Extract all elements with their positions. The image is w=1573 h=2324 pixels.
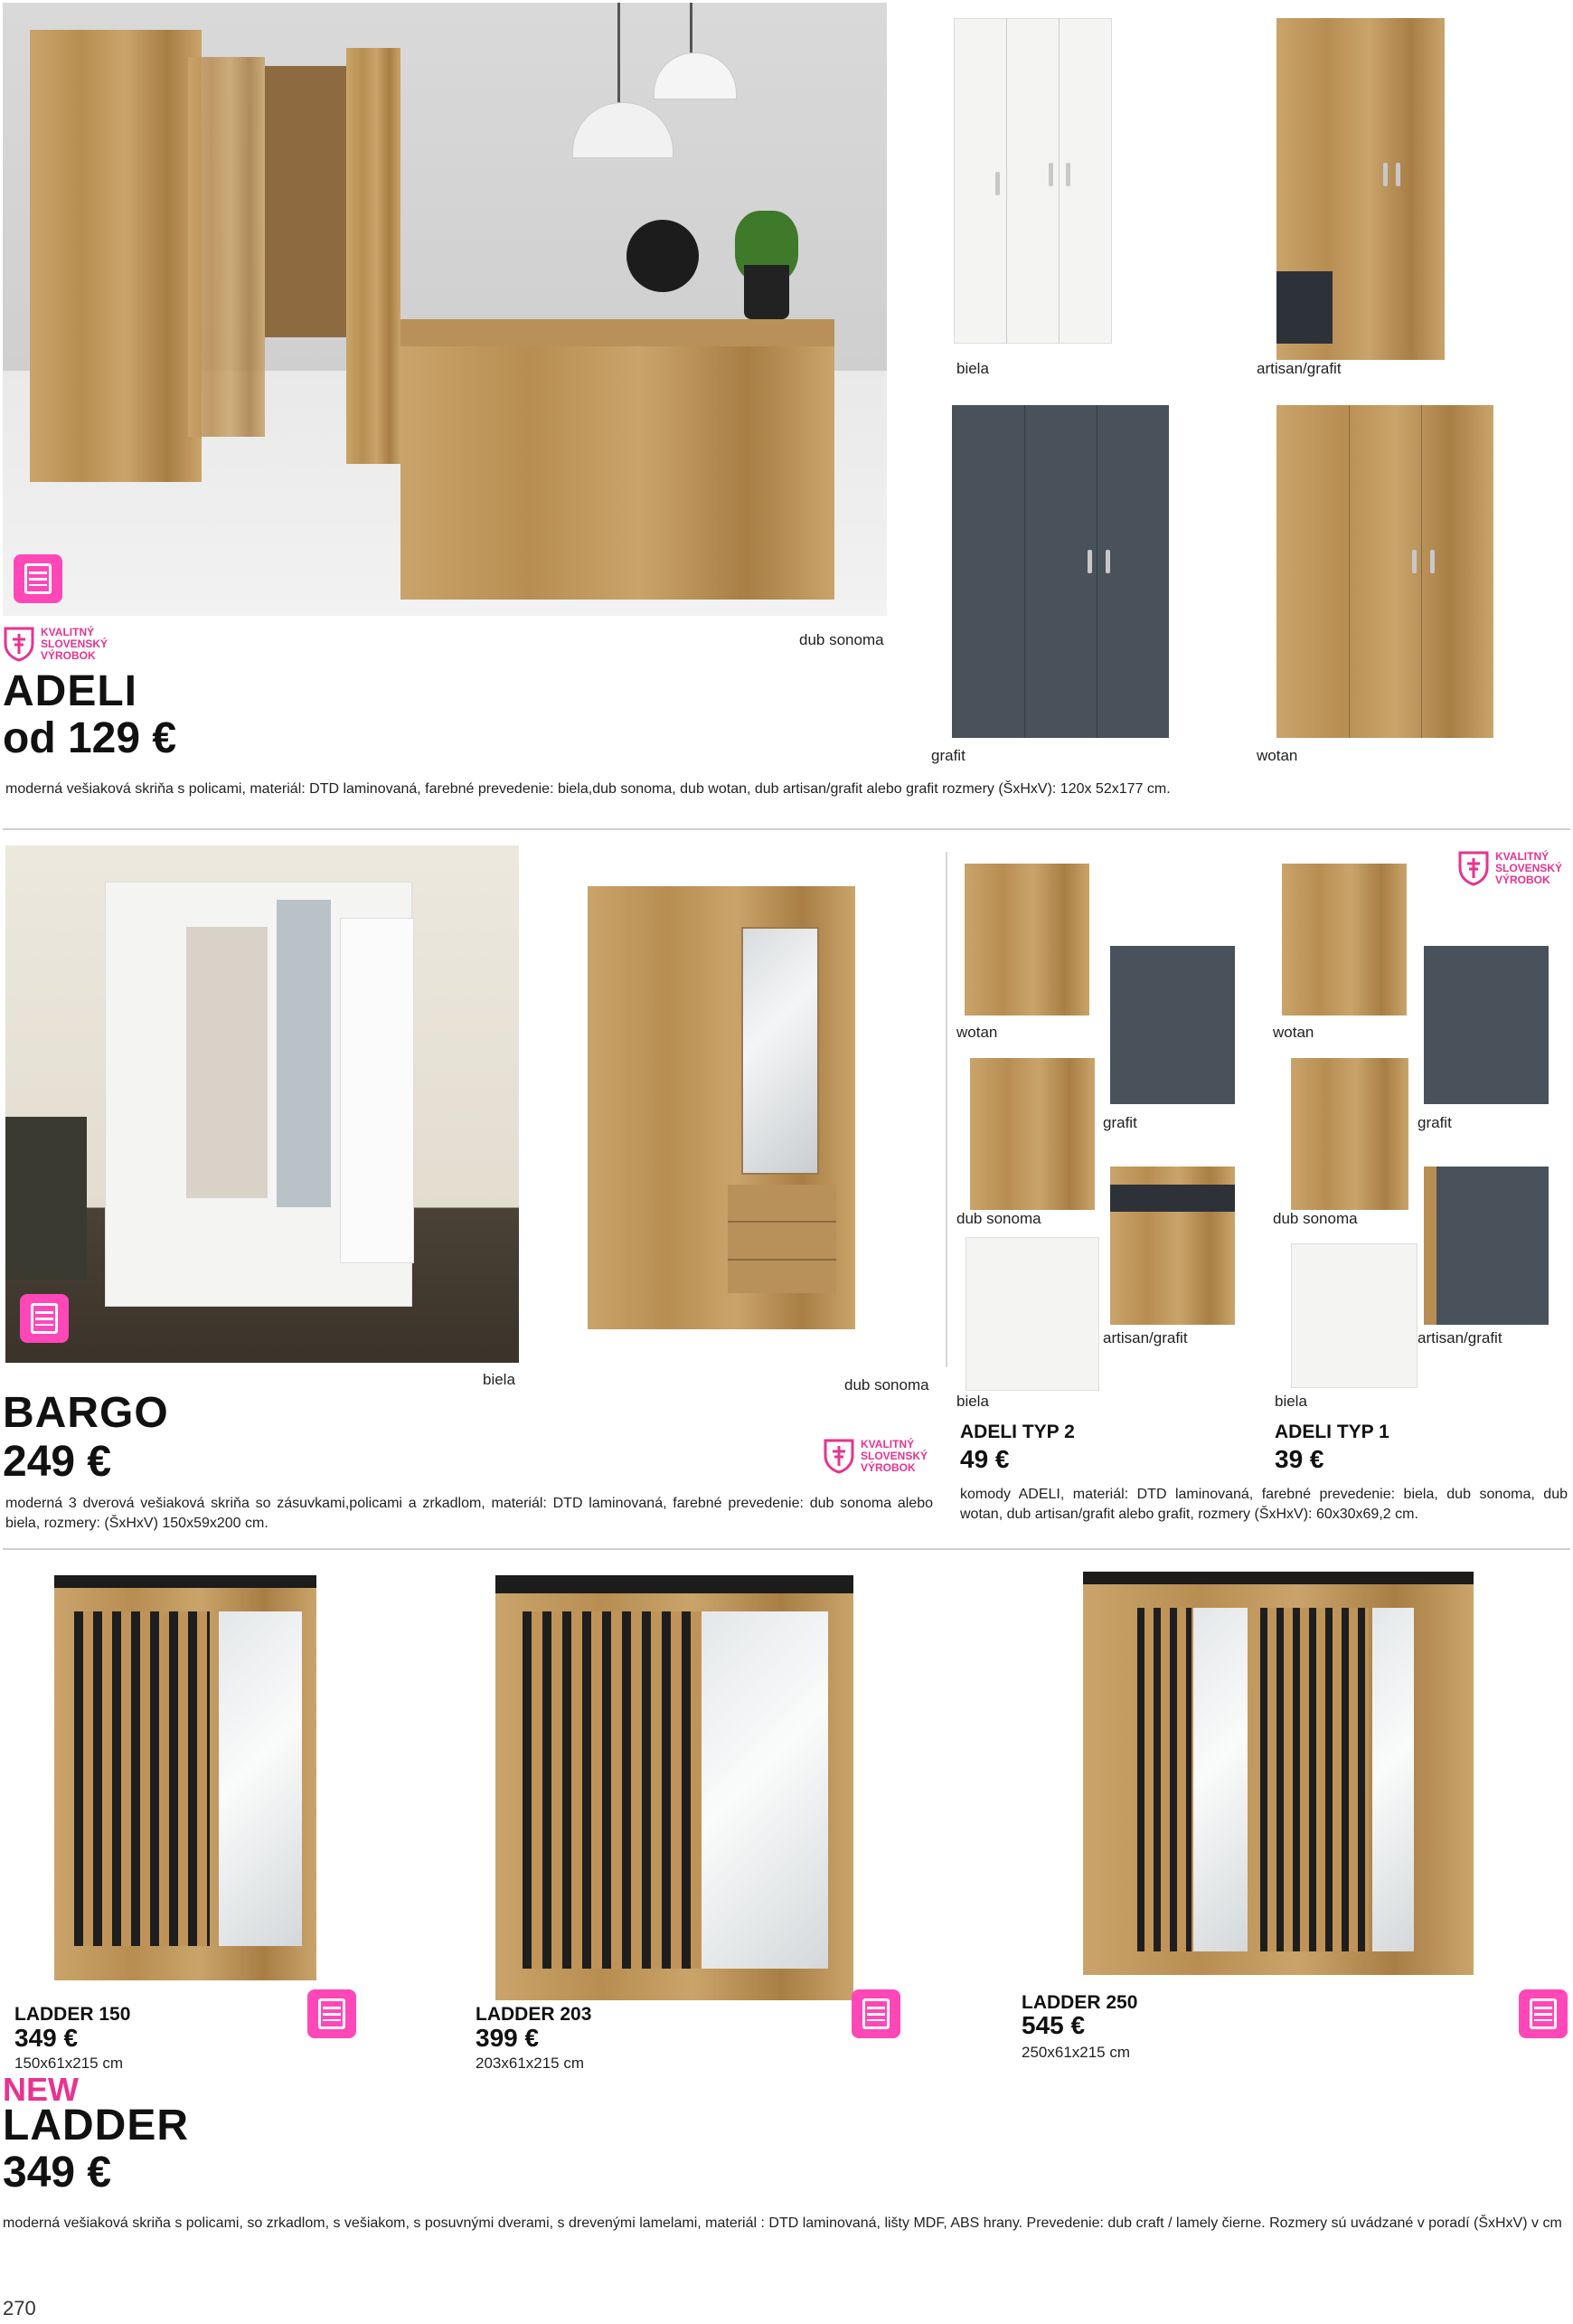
caption-wotan: wotan <box>1257 747 1298 764</box>
komody-left-caption-3: dub sonoma <box>956 1210 1041 1227</box>
komody-left-caption-2: grafit <box>1103 1114 1137 1131</box>
typ2-price: 49 € <box>960 1445 1010 1473</box>
komody-right-caption-2: grafit <box>1418 1114 1452 1131</box>
ladder-150-price: 349 € <box>14 2024 79 2052</box>
bargo-caption-right: dub sonoma <box>844 1376 929 1393</box>
caption-main: dub sonoma <box>799 631 884 648</box>
product-name: ADELI <box>3 667 137 715</box>
komoda-artisan-2 <box>1424 1167 1549 1325</box>
ladder-250-price: 545 € <box>1022 2011 1086 2039</box>
ladder-250-name: LADDER 250 <box>1022 1992 1138 2013</box>
bargo-price: 249 € <box>3 1438 112 1486</box>
adeli-artisan-photo <box>1276 18 1445 360</box>
product-description: moderná vešiaková skriňa s policami, materiál: DTD laminovaná, farebné prevedenie: biela,dub sonoma, dub wotan, dub artisan/grafit alebo grafit rozmery (ŠxHxV): 120x 52x177 cm. <box>5 781 1171 797</box>
komoda-white <box>965 1237 1099 1391</box>
badge-text: KVALITNÝ SLOVENSKÝ VÝROBOK <box>41 625 108 662</box>
komody-description: komody ADELI, materiál: DTD laminovaná, farebné prevedenie: biela, dub sonoma, dub wotan, dub artisan/grafit alebo grafit, rozmery (ŠxHxV): 60x30x69,2 cm. <box>960 1487 1568 1522</box>
product-info-icon <box>852 1989 900 2038</box>
komoda-sonoma <box>970 1058 1095 1210</box>
ladder-description: moderná vešiaková skriňa s policami, so zrkadlom, s vešiakom, s posuvnými dverami, s drevenými lamelami, materiál : DTD laminovaná, lišty MDF, ABS hrany. Prevedenie: dub craft / lamely čierne. Rozmery sú uvádzané v poradí (ŠxHxV) v cm <box>3 2215 1562 2231</box>
ladder-203-photo <box>495 1575 853 2000</box>
slovak-shield-icon <box>823 1438 855 1474</box>
slovak-shield-icon <box>1457 850 1490 886</box>
ladder-150-size: 150x61x215 cm <box>14 2055 124 2072</box>
product-info-icon <box>14 554 62 603</box>
komody-right-caption-1: wotan <box>1273 1024 1314 1041</box>
komoda-grafit <box>1110 946 1235 1104</box>
komoda-wotan-2 <box>1282 864 1407 1016</box>
komody-left-caption-4: artisan/grafit <box>1103 1329 1188 1346</box>
komoda-grafit-2 <box>1424 946 1549 1104</box>
komody-left-caption-1: wotan <box>956 1024 998 1041</box>
adeli-grafit-photo <box>952 405 1169 738</box>
ladder-203-price: 399 € <box>476 2024 540 2052</box>
komody-right-caption-3: dub sonoma <box>1273 1210 1358 1227</box>
slovak-shield-icon <box>3 626 35 662</box>
ladder-150-name: LADDER 150 <box>14 2004 131 2025</box>
badge-text: KVALITNÝ SLOVENSKÝ VÝROBOK <box>861 1437 928 1474</box>
komoda-artisan-drawer <box>1110 1185 1235 1212</box>
ladder-250-photo <box>1083 1572 1474 1975</box>
ladder-203-name: LADDER 203 <box>476 2004 592 2025</box>
bargo-caption-left: biela <box>483 1371 515 1388</box>
ladder-250-size: 250x61x215 cm <box>1022 2044 1131 2061</box>
caption-artisan: artisan/grafit <box>1257 360 1342 377</box>
komody-quality-badge <box>1457 850 1569 886</box>
badge-text: KVALITNÝ SLOVENSKÝ VÝROBOK <box>1495 849 1563 886</box>
bargo-quality-badge <box>823 1438 935 1474</box>
adeli-room-photo <box>3 3 887 616</box>
komoda-white-2 <box>1291 1243 1418 1388</box>
ladder-price: 349 € <box>3 2149 112 2196</box>
column-divider <box>946 852 947 1367</box>
caption-white: biela <box>956 360 989 377</box>
product-info-icon <box>307 1989 356 2038</box>
bargo-sonoma-photo <box>588 886 855 1329</box>
komoda-sonoma-2 <box>1291 1058 1408 1210</box>
new-label: NEW <box>3 2071 79 2108</box>
typ1-price: 39 € <box>1275 1445 1324 1473</box>
bargo-name: BARGO <box>3 1389 169 1437</box>
typ2-name: ADELI TYP 2 <box>960 1422 1075 1442</box>
bargo-description: moderná 3 dverová vešiaková skriňa so zásuvkami,policami a zrkadlom, materiál: DTD laminovaná, farebné prevedenie: dub sonoma alebo biela, rozmery: (ŠxHxV) 150x59x200 cm. <box>5 1496 933 1531</box>
adeli-wotan-photo <box>1276 405 1493 738</box>
komody-right-caption-4: artisan/grafit <box>1418 1329 1502 1346</box>
typ1-name: ADELI TYP 1 <box>1275 1422 1389 1442</box>
ladder-150-photo <box>54 1575 316 1980</box>
caption-grafit: grafit <box>931 747 965 764</box>
quality-badge <box>3 626 115 662</box>
product-info-icon <box>20 1294 69 1343</box>
ladder-name: LADDER <box>3 2102 189 2149</box>
bargo-room-photo <box>5 846 519 1363</box>
adeli-white-photo <box>954 18 1112 344</box>
product-info-icon <box>1519 1989 1568 2038</box>
komody-left-caption-5: biela <box>956 1393 989 1410</box>
product-price: od 129 € <box>3 714 177 762</box>
section-divider <box>3 1548 1570 1550</box>
komody-right-caption-5: biela <box>1275 1393 1307 1410</box>
page-number: 270 <box>3 2297 36 2319</box>
komoda-wotan <box>965 864 1089 1016</box>
ladder-203-size: 203x61x215 cm <box>476 2055 585 2072</box>
section-divider <box>3 828 1570 830</box>
